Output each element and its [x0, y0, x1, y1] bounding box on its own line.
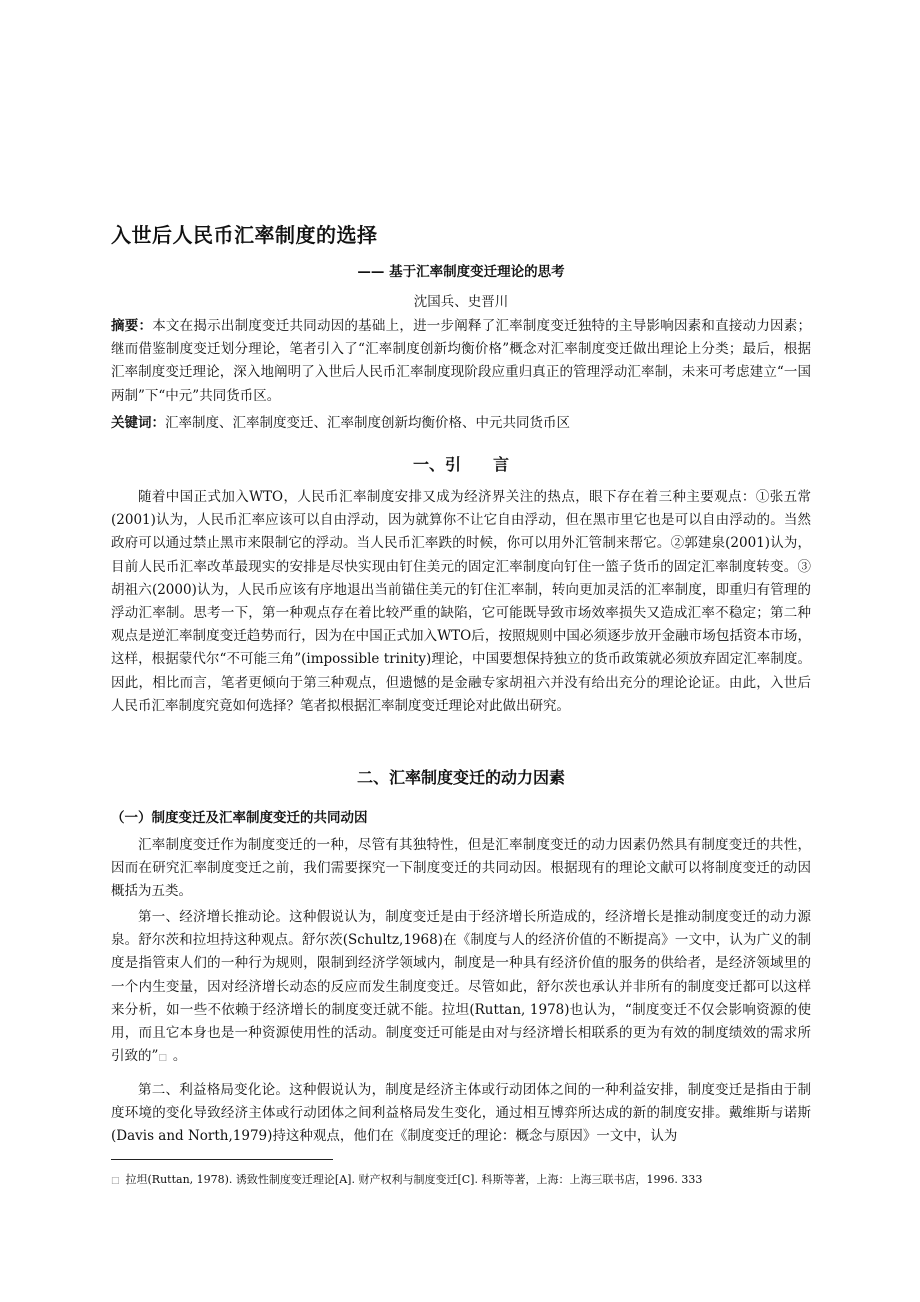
keywords-label: 关键词： [111, 415, 165, 431]
section-2-paragraph-2-end: 。 [172, 1048, 187, 1065]
keywords [111, 412, 811, 435]
section-2-paragraph-2 [111, 906, 811, 1070]
section-2-subheading-1: （一）制度变迁及汇率制度变迁的共同动因 [111, 810, 368, 826]
footnote-reference-mark: □ [158, 1053, 167, 1064]
section-2-paragraph-3: 第二、利益格局变化论。这种假说认为，制度是经济主体或行动团体之间的一种利益安排，制度变迁是指由于制度环境的变化导致经济主体或行动团体之间利益格局发生变化，通过相互博弈所达成的新的制度安排。戴维斯与诺斯(Davis and North,1979)持这种观点，他们在《制度变迁的理论：概念与原因》一文中，认为 [111, 1082, 811, 1145]
footnote-mark: □ [111, 1176, 120, 1186]
section-1-heading: 一、引 言 [412, 455, 509, 474]
keywords-text: 汇率制度、汇率制度变迁、汇率制度创新均衡价格、中元共同货币区 [165, 415, 570, 431]
paper-subtitle: —— 基于汇率制度变迁理论的思考 [357, 264, 565, 280]
paper-authors: 沈国兵、史晋川 [413, 294, 509, 310]
section-2-paragraph-1: 汇率制度变迁作为制度变迁的一种，尽管有其独特性，但是汇率制度变迁的动力因素仍然具有制度变迁的共性，因而在研究汇率制度变迁之前，我们需要探究一下制度变迁的共同动因。根据现有的理论文献可以将制度变迁的动因概括为五类。 [111, 837, 811, 900]
abstract [111, 315, 811, 408]
footnote-text: 拉坦(Ruttan, 1978). 诱致性制度变迁理论[A]. 财产权利与制度变迁[C]. 科斯等著，上海：上海三联书店，1996. 333 [125, 1173, 703, 1186]
footnote-divider [111, 1159, 333, 1160]
abstract-label: 摘要： [111, 318, 153, 334]
section-2-heading: 二、汇率制度变迁的动力因素 [356, 768, 565, 787]
section-2-paragraph-2-text: 第一、经济增长推动论。这种假说认为，制度变迁是由于经济增长所造成的，经济增长是推动制度变迁的动力源泉。舒尔茨和拉坦持这种观点。舒尔茨(Schultz,1968)在《制度与人的经济价值的不断提高》一文中，认为广义的制度是指管束人们的一种行为规则，限制到经济学领域内，制度是一种具有经济价值的服务的供给者，是经济领域里的一个内生变量，因对经济增长动态的反应而发生制度变迁。尽管如此，舒尔茨也承认并非所有的制度变迁都可以这样来分析，如一些不依赖于经济增长的制度变迁就不能。拉坦(Ruttan, 1978)也认为，“制度变迁不仅会影响资源的使用，而且它本身也是一种资源使用性的活动。制度变迁可能是由对与经济增长相联系的更为有效的制度绩效的需求所引致的” [111, 909, 811, 1065]
abstract-text: 本文在揭示出制度变迁共同动因的基础上，进一步阐释了汇率制度变迁独特的主导影响因素和直接动力因素；继而借鉴制度变迁划分理论，笔者引入了“汇率制度创新均衡价格”概念对汇率制度变迁做出理论上分类；最后，根据汇率制度变迁理论，深入地阐明了入世后人民币汇率制度现阶段应重归真正的管理浮动汇率制，未来可考虑建立“一国两制”下“中元”共同货币区。 [111, 318, 812, 404]
section-1-paragraph-1: 随着中国正式加入WTO，人民币汇率制度安排又成为经济界关注的热点，眼下存在着三种主要观点：①张五常(2001)认为，人民币汇率应该可以自由浮动，因为就算你不让它自由浮动，但在黑市里它也是可以自由浮动的。当然政府可以通过禁止黑市来限制它的浮动。当人民币汇率跌的时候，你可以用外汇管制来帮它。②郭建泉(2001)认为，目前人民币汇率改革最现实的安排是尽快实现由钉住美元的固定汇率制度向钉住一篮子货币的固定汇率制度转变。③胡祖六(2000)认为，人民币应该有序地退出当前锚住美元的钉住汇率制，转向更加灵活的汇率制度，即重归有管理的浮动汇率制。思考一下，第一种观点存在着比较严重的缺陷，它可能既导致市场效率损失又造成汇率不稳定；第二种观点是逆汇率制度变迁趋势而行，因为在中国正式加入WTO后，按照规则中国必须逐步放开金融市场包括资本市场，这样，根据蒙代尔“不可能三角”(impossible trinity)理论，中国要想保持独立的货币政策就必须放弃固定汇率制度。因此，相比而言，笔者更倾向于第三种观点，但遗憾的是金融专家胡祖六并没有给出充分的理论论证。由此，入世后人民币汇率制度究竟如何选择？笔者拟根据汇率制度变迁理论对此做出研究。 [111, 489, 811, 714]
footnote [111, 1171, 702, 1187]
paper-title: 入世后人民币汇率制度的选择 [111, 223, 378, 247]
